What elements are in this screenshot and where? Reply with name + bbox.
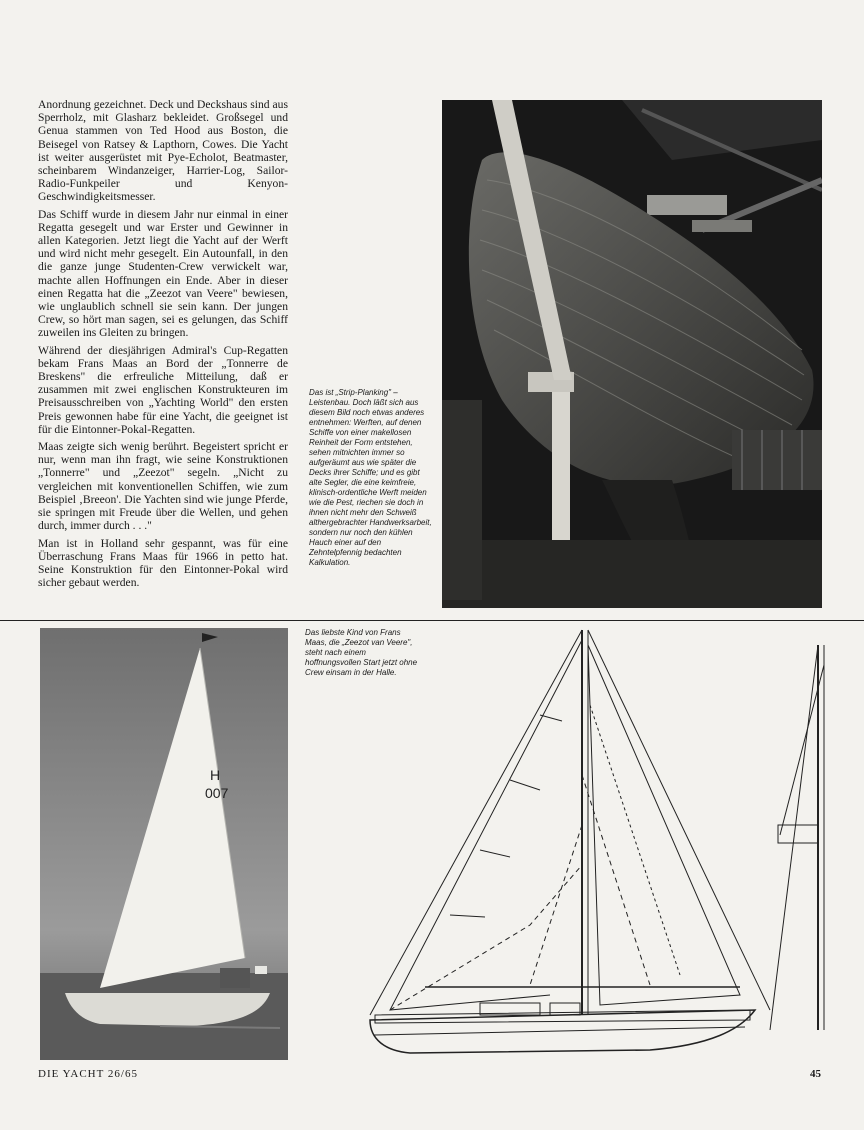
sailing-photo-illustration: [40, 628, 288, 1060]
sail-plan-drawing: [350, 625, 850, 1065]
article-paragraph: Während der diesjährigen Admiral's Cup-Regatten bekam Frans Maas an Bord der „Tonnerre de Breskens" die erfreuliche Mitteilung, daß er zusammen mit zwei englischen Konstrukteuren im Preisausschreiben von „Yachting World" den ersten Preis gewonnen habe für eine Yacht, die geeignet ist für die Eintonner-Pokal-Regatten.: [38, 343, 288, 436]
article-paragraph: Maas zeigte sich wenig berührt. Begeistert spricht er nur, wenn man ihn fragt, wie seine Konstruktionen „Tonnerre" und „Zeezot" segeln. „Nicht zu vergleichen mit konventionellen Schiffen, wie zum Beispiel ‚Breeon'. Die Yachten sind wie junge Pferde, sie springen mit Freude über die Wellen, und gehen durch, immer durch . . .": [38, 440, 288, 533]
sail-number: 007: [205, 785, 229, 801]
section-divider: [0, 620, 864, 621]
hull-photo-illustration: [442, 100, 822, 608]
drawing-caption: Das liebste Kind von Frans Maas, die „Zeezot van Veere", steht nach einem hoffnungsvollen Start jetzt ohne Crew einsam in der Halle.: [305, 628, 418, 677]
sail-plan-svg: [350, 625, 850, 1065]
article-paragraph: Anordnung gezeichnet. Deck und Deckshaus sind aus Sperrholz, mit Glasharz bekleidet. Großsegel und Genua stammen von Ted Hood aus Boston, die Beisegel von Ratsey & Lapthorn, Cowes. Die Yacht ist weiter ausgerüstet mit Pye-Echolot, Beatmaster, scheinbarem Windanzeiger, Harrier-Log, Sailor-Radio-Funkpeiler und Kenyon-Geschwindigkeitsmesser.: [38, 98, 288, 204]
article-paragraph: Man ist in Holland sehr gespannt, was für eine Überraschung Frans Maas für 1966 in petto hat. Seine Konstruktion für den Eintonner-Pokal wird sicher gebaut werden.: [38, 536, 288, 590]
photo-hull-in-shed: [442, 100, 822, 608]
sail-letter: H: [210, 767, 221, 783]
footer-magazine-issue: DIE YACHT 26/65: [38, 1068, 138, 1080]
photo-caption-top: Das ist „Strip-Planking" – Leistenbau. Doch läßt sich aus diesem Bild noch etwas anderes entnehmen: Werften, auf denen Schiffe von einer makellosen Reinheit der Form entstehen, sehen mitnichten immer so aufgeräumt aus wie später die Decks ihrer Schiffe; und es gibt alte Segler, die eine keimfreie, klinisch-ordentliche Werft meiden wie die Pest, riechen sie doch in ihnen nicht mehr den Schweiß althergebrachter Handwerksarbeit, sondern nur noch den kühlen Hauch einer auf den Zehntelpfennig bedachten Kalkulation.: [309, 388, 432, 567]
photo-yacht-sailing: [40, 628, 288, 1060]
article-paragraph: Das Schiff wurde in diesem Jahr nur einmal in einer Regatta gesegelt und war Erster und Gewinner in allen Kategorien. Jetzt liegt die Yacht auf der Werft und wird nicht mehr gesegelt. Ein Autounfall, in den die ganze junge Studenten-Crew verwickelt war, machte allen Hoffnungen ein Ende. Aber in dieser einen Regatta hat die „Zeezot van Veere" bewiesen, wie unglaublich schnell sie sein kann. Der jungen Crew, so hört man sagen, sei es gelungen, das Schiff zuweilen ins Gleiten zu bringen.: [38, 207, 288, 340]
page-number: 45: [810, 1068, 821, 1080]
article-text-column: [38, 98, 288, 593]
